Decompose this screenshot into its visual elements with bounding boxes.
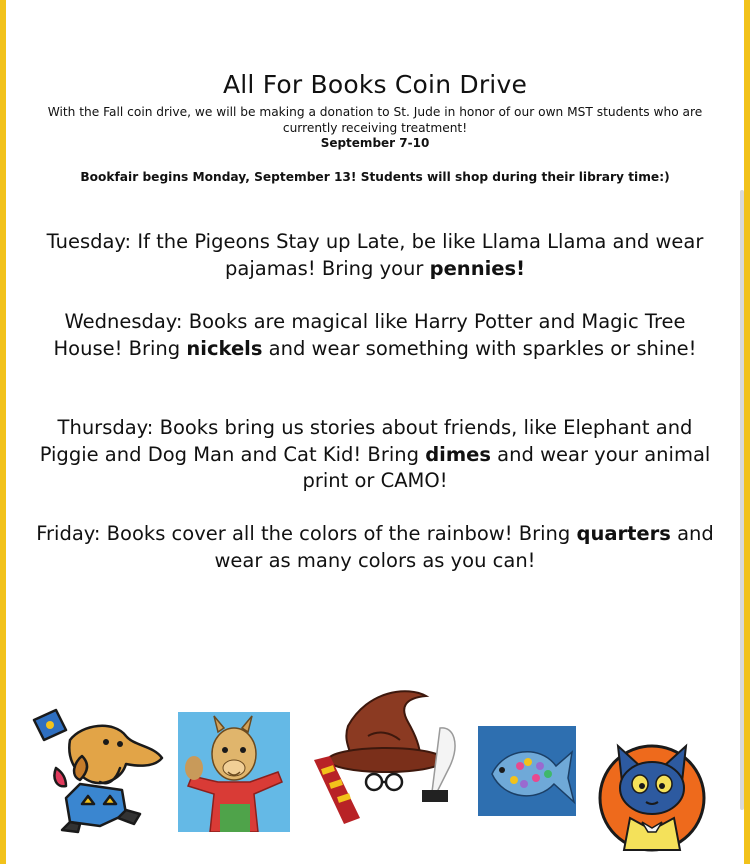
dog-man-icon	[22, 706, 170, 834]
left-border	[0, 0, 6, 864]
sorting-hat-icon	[308, 686, 468, 826]
friday-paragraph	[28, 521, 722, 574]
thursday-paragraph	[28, 415, 722, 495]
pete-the-cat-icon	[596, 736, 708, 854]
thursday-text-end: and wear your animal print or CAMO!	[302, 442, 711, 492]
tuesday-text: Tuesday: If the Pigeons Stay up Late, be like Llama Llama and wear pajamas! Bring your	[46, 230, 704, 280]
flyer-subtitle: With the Fall coin drive, we will be making a donation to St. Jude in honor of our own MST students who are currently receiving treatment!	[47, 105, 703, 135]
right-border	[744, 0, 750, 864]
wednesday-paragraph	[28, 309, 722, 362]
drive-dates: September 7-10	[320, 136, 430, 150]
wednesday-text-end: and wear something with sparkles or shine!	[262, 336, 697, 360]
tuesday-coin: pennies!	[429, 256, 525, 280]
thursday-coin: dimes	[425, 442, 491, 466]
thursday-text: Thursday: Books bring us stories about friends, like Elephant and Piggie and Dog Man and Cat Kid! Bring	[39, 416, 693, 466]
rainbow-fish-icon	[478, 726, 576, 816]
tuesday-paragraph	[28, 229, 722, 282]
flyer-title: All For Books Coin Drive	[222, 70, 528, 99]
bookfair-notice: Bookfair begins Monday, September 13! Students will shop during their library time:)	[80, 170, 670, 184]
friday-text: Friday: Books cover all the colors of the rainbow! Bring	[36, 522, 577, 545]
friday-text-end: and wear as many colors as you can!	[214, 522, 714, 572]
friday-coin: quarters	[576, 522, 671, 545]
wednesday-text: Wednesday: Books are magical like Harry Potter and Magic Tree House! Bring	[53, 310, 686, 360]
scrollbar[interactable]	[740, 190, 744, 810]
wednesday-coin: nickels	[186, 336, 263, 360]
llama-llama-icon	[178, 712, 290, 832]
